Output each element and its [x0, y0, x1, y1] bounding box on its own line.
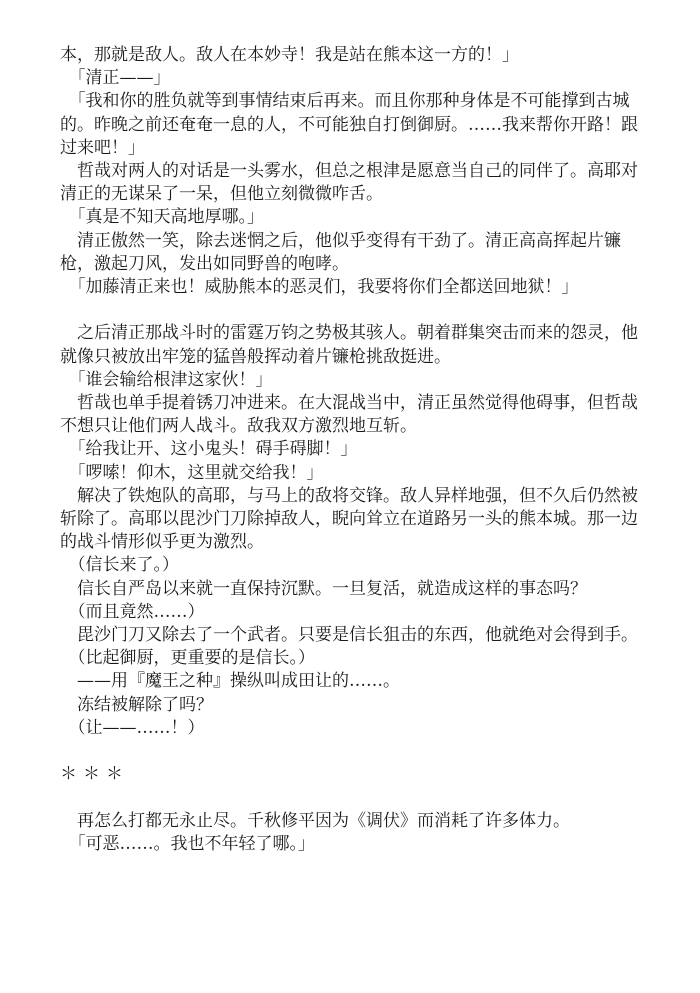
- text-line: 「加藤清正来也！威胁熊本的恶灵们，我要将你们全都送回地狱！」: [60, 277, 579, 298]
- text-line: 「可恶……。我也不年轻了哪。」: [60, 833, 315, 854]
- text-line: 再怎么打都无永止尽。千秋修平因为《调伏》而消耗了许多体力。: [60, 810, 570, 831]
- text-line: 毘沙门刀又除去了一个武者。只要是信长狙击的东西，他就绝对会得到手。: [60, 625, 638, 646]
- text-line: （信长来了。）: [60, 555, 179, 576]
- text-line: 「真是不知天高地厚哪。」: [60, 207, 264, 228]
- text-line: 信长自严岛以来就一直保持沉默。一旦复活，就造成这样的事态吗？: [60, 578, 587, 599]
- text-line: 冻结被解除了吗？: [60, 694, 213, 715]
- text-line: 本，那就是敌人。敌人在本妙寺！我是站在熊本这一方的！」: [60, 45, 519, 65]
- blank-line: [60, 740, 640, 763]
- text-line: 清正傲然一笑，除去迷惘之后，他似乎变得有干劲了。清正高高挥起片镰枪，激起刀风，发出如同野兽的咆哮。: [60, 230, 621, 274]
- text-line: （而且竟然……）: [60, 601, 205, 622]
- text-line: 「给我让开、这小鬼头！碍手碍脚！」: [60, 439, 358, 460]
- text-line: （让——……！）: [60, 717, 205, 738]
- section-separator: ＊＊＊: [60, 764, 129, 785]
- text-line: 解决了铁炮队的高耶，与马上的敌将交锋。敌人异样地强，但不久后仍然被斩除了。高耶以毘沙门刀除掉敌人，睨向耸立在道路另一头的熊本城。那一边的战斗情形似乎更为激烈。: [60, 485, 638, 553]
- text-line: 「谁会输给根津这家伙！」: [60, 369, 273, 390]
- text-line: 哲哉也单手提着锈刀冲进来。在大混战当中，清正虽然觉得他碍事，但哲哉不想只让他们两人战斗。敌我双方激烈地互斩。: [60, 393, 638, 437]
- text-line: 「啰嗦！仰木，这里就交给我！」: [60, 462, 324, 483]
- text-line: 之后清正那战斗时的雷霆万钧之势极其骇人。朝着群集突击而来的怨灵，他就像只被放出牢笼的猛兽般挥动着片镰枪挑敌挺进。: [60, 323, 638, 367]
- text-line: 「清正——」: [60, 68, 171, 89]
- blank-line: [60, 786, 640, 809]
- document-page: [60, 44, 640, 856]
- text-line: ——用『魔王之种』操纵叫成田让的……。: [60, 671, 400, 692]
- blank-line: [60, 299, 640, 322]
- text-line: 「我和你的胜负就等到事情结束后再来。而且你那种身体是不可能撑到古城的。昨晚之前还奄奄一息的人，不可能独自打倒御厨。……我来帮你开路！跟过来吧！」: [60, 91, 638, 158]
- text-line: 哲哉对两人的对话是一头雾水，但总之根津是愿意当自己的同伴了。高耶对清正的无谋呆了一呆，但他立刻微微咋舌。: [60, 161, 638, 205]
- text-line: （比起御厨，更重要的是信长。）: [60, 648, 315, 669]
